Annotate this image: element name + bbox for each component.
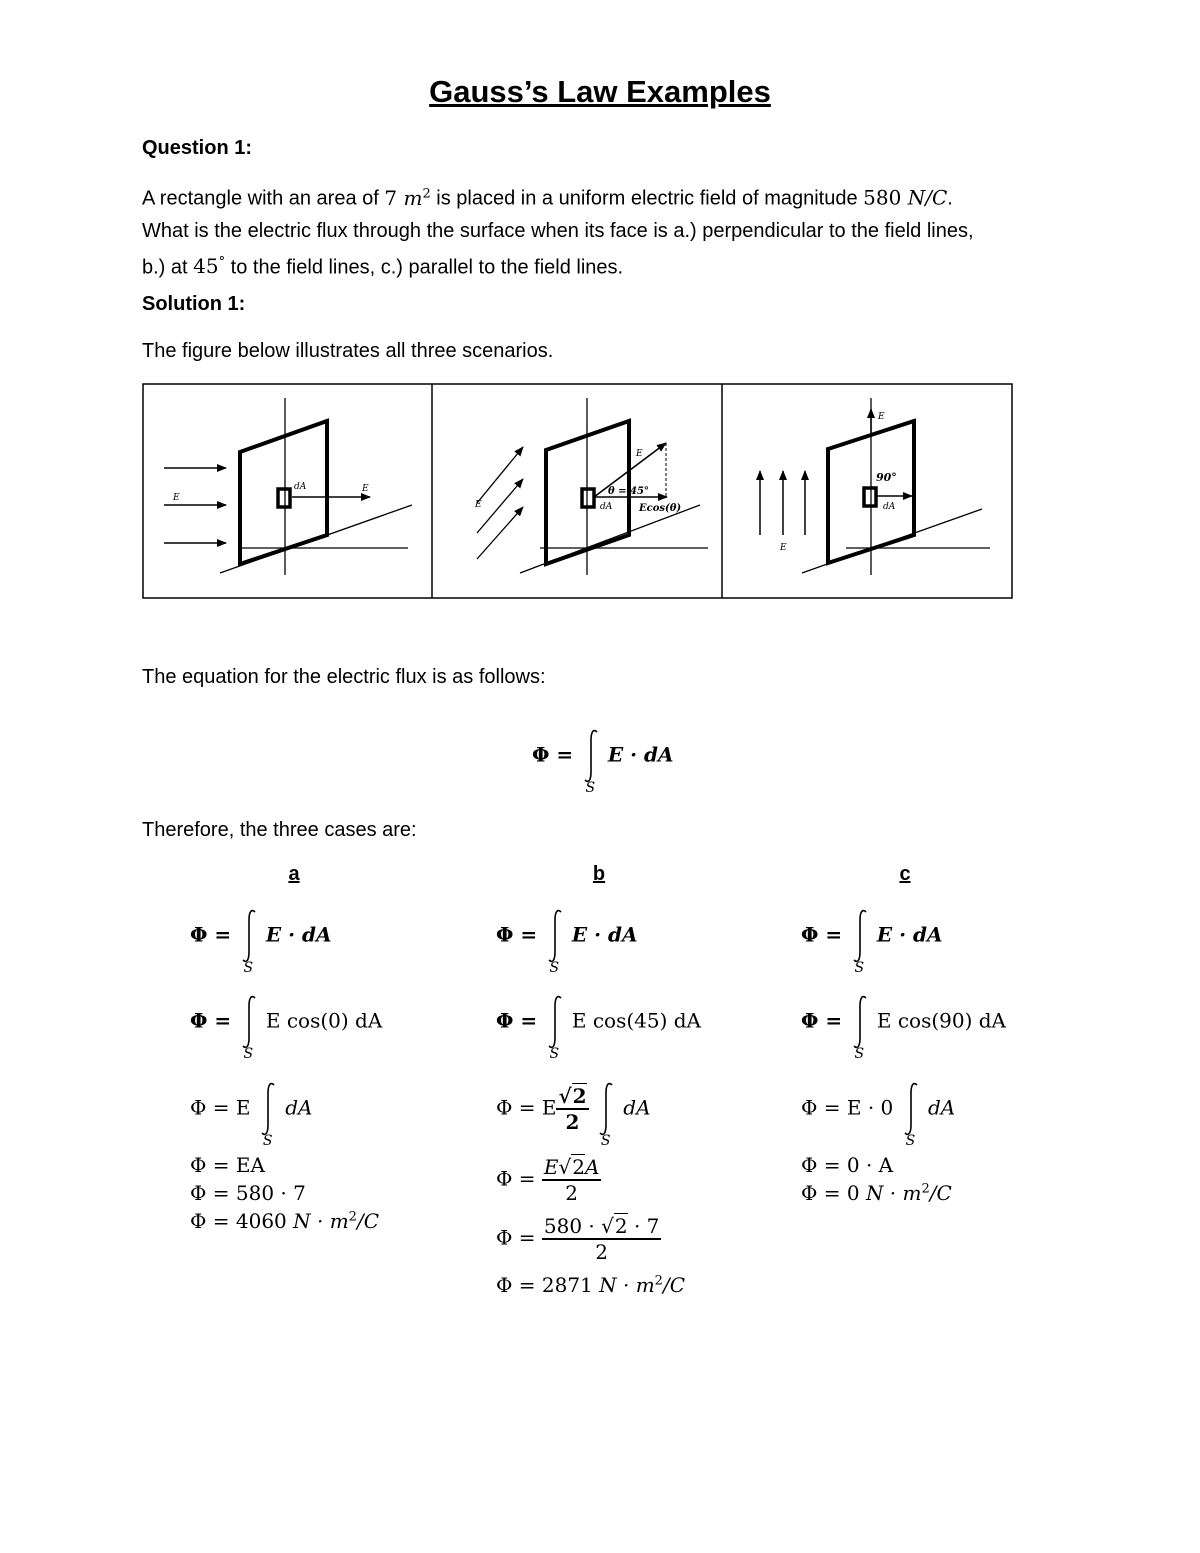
col-b-eq4: Φ = $\frac{E√2A}{2}$ (496, 1155, 600, 1205)
panel-b-45-degrees (474, 398, 708, 575)
column-header-b: b (592, 863, 606, 885)
svg-text:dA: dA (883, 502, 896, 512)
equation-intro: The equation for the electric flux is as follows: (142, 666, 546, 688)
figure-intro: The figure below illustrates all three scenarios. (142, 340, 554, 362)
question-line-2: What is the electric flux through the surface when its face is a.) perpendicular to the field lines, (142, 219, 974, 242)
solution-heading: Solution 1: (142, 293, 246, 315)
svg-text:E: E (636, 449, 643, 459)
column-header-a: a (288, 863, 300, 885)
column-header-c: c (899, 863, 911, 885)
svg-text:E: E (878, 412, 885, 422)
col-b-eq6: Φ = 2871 $N \cdot m^2/C$ (496, 1273, 685, 1297)
svg-text:90°: 90° (876, 471, 897, 484)
page-title: Gauss’s Law Examples (429, 74, 771, 109)
col-a-eq2: Φ = S E cos(0) dA (190, 994, 382, 1050)
scenarios-figure (142, 383, 1014, 600)
col-c-eq4: Φ = 0 · A (801, 1153, 894, 1177)
col-a-eq4: Φ = EA (190, 1153, 265, 1177)
panel-a-perpendicular (164, 398, 412, 575)
dA-element (582, 489, 594, 507)
dA-element (864, 488, 876, 506)
col-c-eq1: Φ = S E · dA (801, 908, 943, 964)
panel-c-parallel (760, 398, 990, 575)
svg-text:dA: dA (294, 482, 307, 492)
question-line-1: A rectangle with an area of 7 $m^2$ is placed in a uniform electric field of magnitude 580 N/C. (142, 185, 953, 210)
question-text-part: is placed in a uniform electric field of magnitude (430, 187, 864, 210)
svg-text:θ = 45°: θ = 45° (608, 486, 649, 497)
svg-text:E: E (173, 493, 180, 503)
col-b-eq2: Φ = S E cos(45) dA (496, 994, 701, 1050)
col-b-eq5: Φ = $\frac{580 \cdot √2 \cdot 7}{2}$ (496, 1214, 660, 1264)
col-b-eq3: Φ = E $\frac{√2}{2}$ S dA (496, 1084, 651, 1149)
angle-value: 45° (193, 254, 226, 279)
col-c-eq3: Φ = E · 0 S dA (801, 1081, 955, 1137)
main-flux-equation: Φ = S E · dA (532, 728, 674, 784)
surface-rectangle (240, 421, 327, 564)
svg-text:E: E (780, 543, 787, 553)
svg-text:E: E (362, 484, 369, 494)
col-b-eq1: Φ = S E · dA (496, 908, 638, 964)
svg-text:Ecos(θ): Ecos(θ) (639, 503, 682, 514)
question-line-3: b.) at 45° to the field lines, c.) parallel to the field lines. (142, 254, 624, 279)
col-a-eq6: Φ = 4060 $N \cdot m^2/C$ (190, 1209, 379, 1233)
question-heading: Question 1: (142, 137, 253, 159)
field-value: 580 N/C (863, 185, 948, 210)
svg-text:E: E (475, 500, 482, 510)
cases-intro: Therefore, the three cases are: (142, 819, 417, 841)
area-value: 7 $m^2$ (384, 185, 431, 210)
integral-sign: S (580, 728, 602, 784)
col-c-eq2: Φ = S E cos(90) dA (801, 994, 1006, 1050)
col-c-eq5: Φ = 0 $N \cdot m^2/C$ (801, 1181, 952, 1205)
col-a-eq3: Φ = E S dA (190, 1081, 312, 1137)
question-text-part: A rectangle with an area of (142, 187, 385, 210)
col-a-eq1: Φ = S E · dA (190, 908, 332, 964)
dA-element (278, 489, 290, 507)
col-a-eq5: Φ = 580 · 7 (190, 1181, 306, 1205)
question-paragraph (142, 178, 1072, 283)
svg-text:dA: dA (600, 502, 613, 512)
